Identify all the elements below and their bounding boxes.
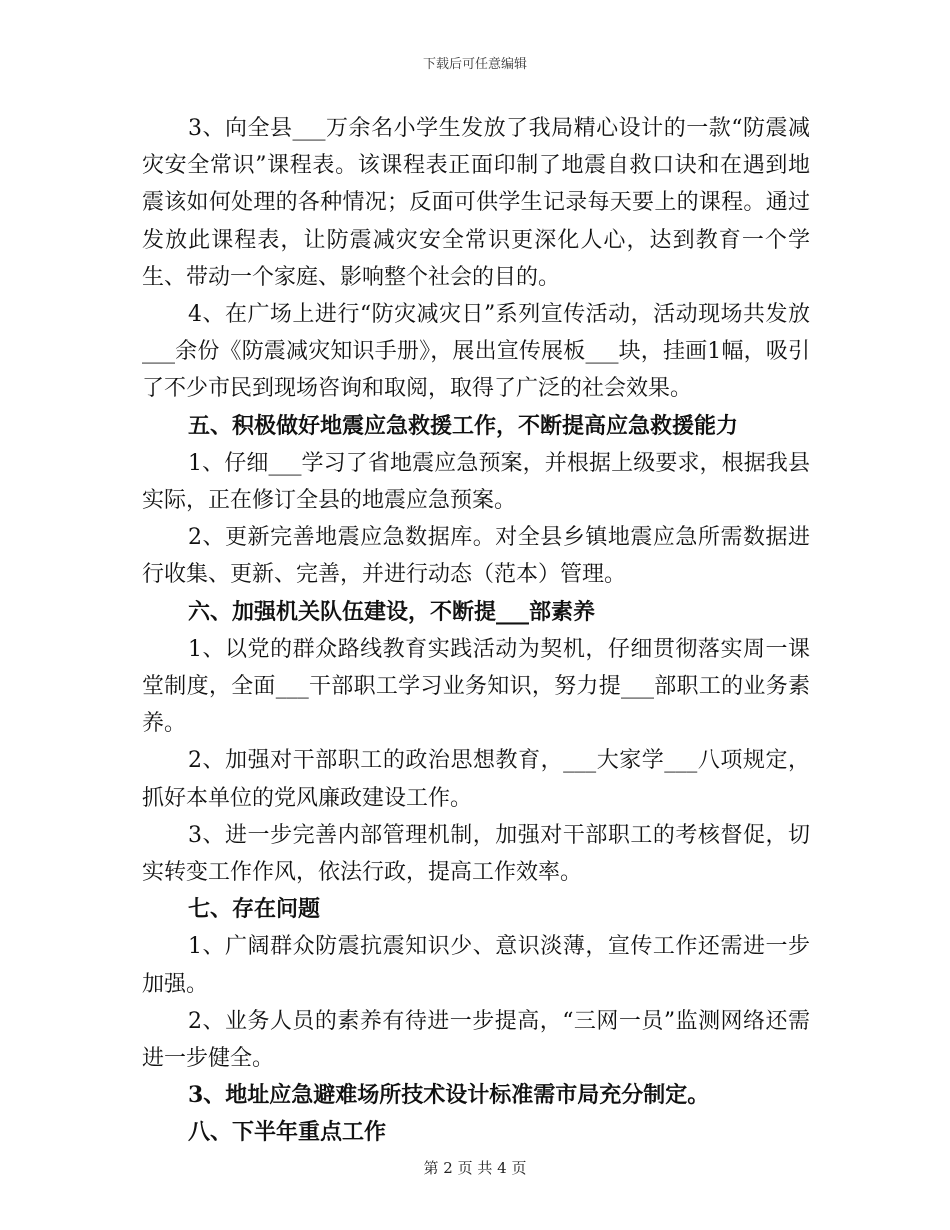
page-number-footer: 第 2 页 共 4 页 (423, 1159, 527, 1177)
section-heading-8: 八、下半年重点工作 (188, 1119, 387, 1146)
paragraph-item-3-schedule: 3、向全县___万余名小学生发放了我局精心设计的一款“防震减灾安全常识”课程表。该课程表正面印制了地震自救口诀和在遇到地震该如何处理的各种情况；反面可供学生记录每天要上的课程。通过发放此课程表，让防震减灾安全常识更深化人心，达到教育一个学生、带动一个家庭、影响整个社会的目的。 (142, 116, 810, 290)
paragraph-item-5-1: 1、仔细___学习了省地震应急预案，并根据上级要求，根据我县实际，正在修订全县的地震应急预案。 (142, 450, 810, 514)
paragraph-item-6-3: 3、进一步完善内部管理机制，加强对干部职工的考核督促，切实转变工作作风，依法行政，提高工作效率。 (142, 822, 810, 886)
section-heading-7: 七、存在问题 (188, 896, 321, 923)
page-header-note: 下载后可任意编辑 (422, 57, 527, 72)
document-body (142, 110, 810, 1152)
section-heading-5: 五、积极做好地震应急救援工作，不断提高应急救援能力 (188, 412, 739, 439)
paragraph-item-5-2: 2、更新完善地震应急数据库。对全县乡镇地震应急所需数据进行收集、更新、完善，并进行动态（范本）管理。 (142, 525, 810, 588)
section-heading-6: 六、加强机关队伍建设，不断提___部素养 (188, 598, 596, 625)
paragraph-item-6-1: 1、以党的群众路线教育实践活动为契机，仔细贯彻落实周一课堂制度，全面___干部职工学习业务知识，努力提___部职工的业务素养。 (142, 636, 810, 737)
paragraph-item-7-2: 2、业务人员的素养有待进一步提高，“三网一员”监测网络还需进一步健全。 (142, 1008, 810, 1072)
paragraph-item-6-2: 2、加强对干部职工的政治思想教育，___大家学___八项规定，抓好本单位的党风廉政建设工作。 (142, 748, 810, 811)
paragraph-item-7-3: 3、地址应急避难场所技术设计标准需市局充分制定。 (188, 1082, 710, 1109)
paragraph-item-4-square-campaign: 4、在广场上进行“防灾减灾日”系列宣传活动，活动现场共发放___余份《防震减灾知识手册》，展出宣传展板___块，挂画1幅，吸引了不少市民到现场咨询和取阅，取得了广泛的社会效果。 (142, 302, 810, 402)
paragraph-item-7-1: 1、广阔群众防震抗震知识少、意识淡薄，宣传工作还需进一步加强。 (142, 934, 810, 997)
